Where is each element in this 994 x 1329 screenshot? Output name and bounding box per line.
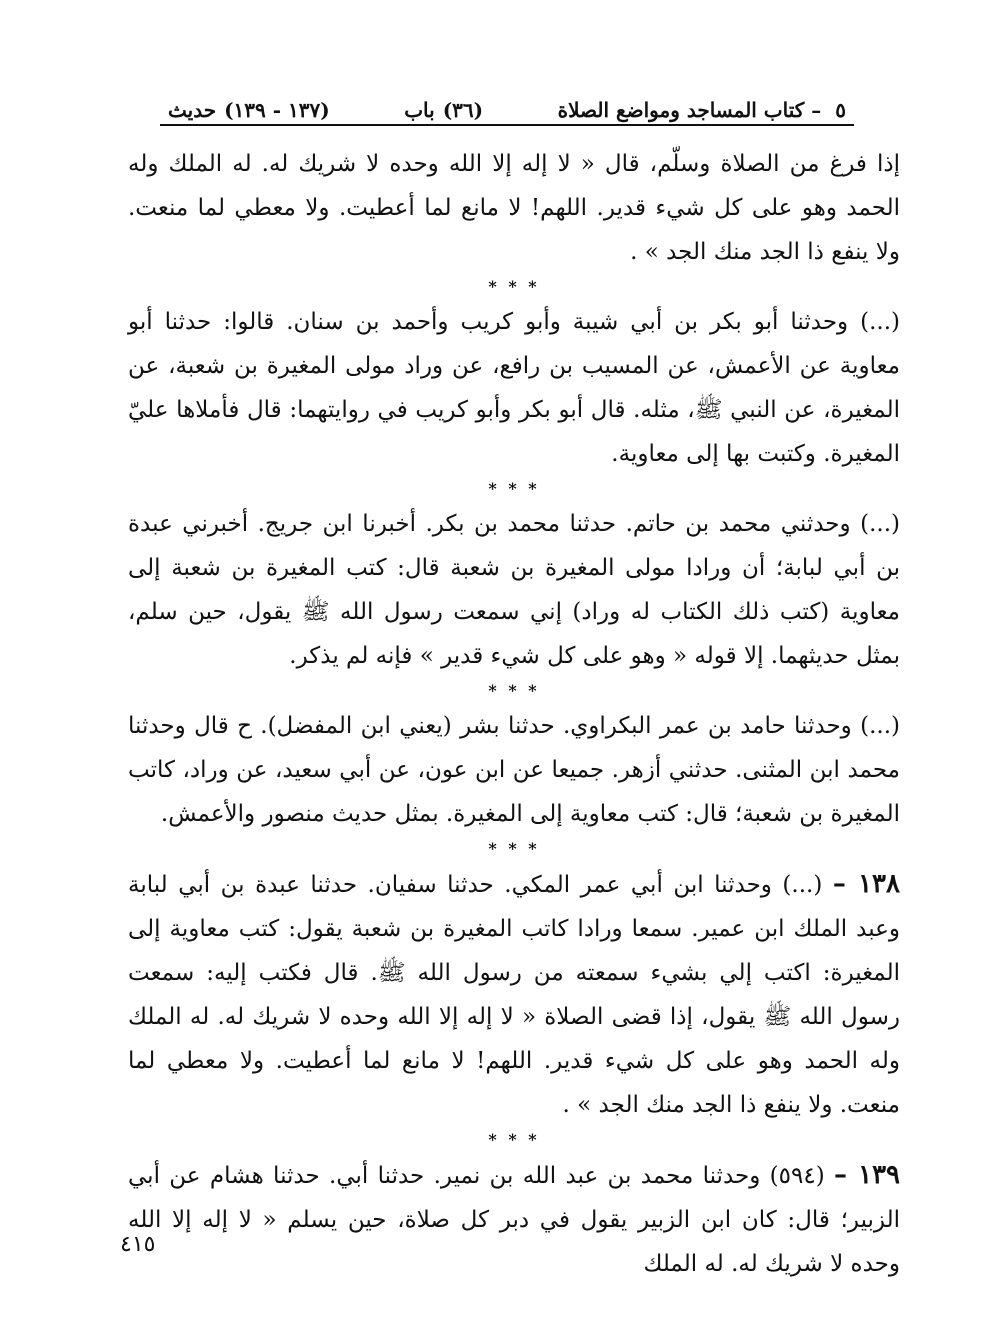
hadith-text: (...) وحدثنا ابن أبي عمر المكي. حدثنا سفيان. حدثنا عبدة بن أبي لبابة وعبد الملك ابن عمير. سمعا ورادا كاتب المغيرة بن شعبة يقول: كتب معاوية إلى المغيرة: اكتب إلي بشيء سمعته من رسول الله ﷺ. قال فكتب إليه: سمعت رسول الله ﷺ يقول، إذا قضى الصلاة « لا إله إلا الله وحده لا شريك له. له الملك وله الحمد وهو على كل شيء قدير. اللهم! لا مانع لما أعطيت. ولا معطي لما منعت. ولا ينفع ذا الجد منك الجد » .	[128, 872, 900, 1118]
hadith-number: ١٣٩ –	[834, 1160, 901, 1190]
paragraph-hadith-139	[128, 1153, 900, 1286]
chapter-heading	[404, 98, 483, 122]
chapter-label: باب	[404, 98, 435, 122]
paragraph-hadith: (...) وحدثنا حامد بن عمر البكراوي. حدثنا بشر (يعني ابن المفضل). ح قال وحدثنا محمد ابن المثنى. حدثني أزهر. جميعا عن ابن عون، عن أبي سعيد، عن وراد، كاتب المغيرة بن شعبة؛ قال: كتب معاوية إلى المغيرة. بمثل حديث منصور والأعمش.	[128, 713, 900, 827]
paragraph-hadith: (...) وحدثنا أبو بكر بن أبي شيبة وأبو كريب وأحمد بن سنان. قالوا: حدثنا أبو معاوية عن الأعمش، عن المسيب بن رافع، عن وراد مولى المغيرة بن شعبة، عن المغيرة، عن النبي ﷺ، مثله. قال أبو بكر وأبو كريب في روايتهما: قال فأملاها عليّ المغيرة. وكتبت بها إلى معاوية.	[128, 309, 900, 467]
chapter-number: (٣٦)	[442, 98, 484, 122]
hadith-range-heading	[168, 98, 330, 122]
hadith-label: حديث	[168, 98, 217, 122]
hadith-text: (٥٩٤) وحدثنا محمد بن عبد الله بن نمير. حدثنا أبي. حدثنا هشام عن أبي الزبير؛ قال: كان ابن الزبير يقول في دبر كل صلاة، حين يسلم « لا إله إلا الله وحده لا شريك له. له الملك	[128, 1163, 900, 1277]
hadith-number: ١٣٨ –	[832, 869, 900, 899]
hadith-range: (١٣٧ - ١٣٩)	[224, 98, 330, 122]
body-text	[128, 142, 900, 1286]
running-head	[168, 82, 846, 122]
separator-stars: * * *	[488, 839, 540, 858]
book-number: ٥	[835, 98, 846, 122]
paragraph-hadith-138	[128, 862, 900, 1127]
page-number: ٤١٥	[120, 1232, 156, 1257]
separator-stars: * * *	[488, 1130, 540, 1149]
paragraph-hadith: (...) وحدثني محمد بن حاتم. حدثنا محمد بن بكر. أخبرنا ابن جريج. أخبرني عبدة بن أبي لبابة؛ أن ورادا مولى المغيرة بن شعبة قال: كتب المغيرة بن شعبة إلى معاوية (كتب ذلك الكتاب له وراد) إني سمعت رسول الله ﷺ يقول، حين سلم، بمثل حديثهما. إلا قوله « وهو على كل شيء قدير » فإنه لم يذكر.	[128, 511, 900, 669]
book-heading	[558, 98, 846, 122]
paragraph-continuation: إذا فرغ من الصلاة وسلّم، قال « لا إله إلا الله وحده لا شريك له. له الملك وله الحمد وهو على كل شيء قدير. اللهم! لا مانع لما أعطيت. ولا معطي لما منعت. ولا ينفع ذا الجد منك الجد » .	[128, 151, 900, 265]
header-rule	[160, 124, 854, 126]
separator-stars: * * *	[488, 277, 540, 296]
book-title: – كتاب المساجد ومواضع الصلاة	[557, 98, 822, 122]
separator-stars: * * *	[488, 479, 540, 498]
separator-stars: * * *	[488, 681, 540, 700]
